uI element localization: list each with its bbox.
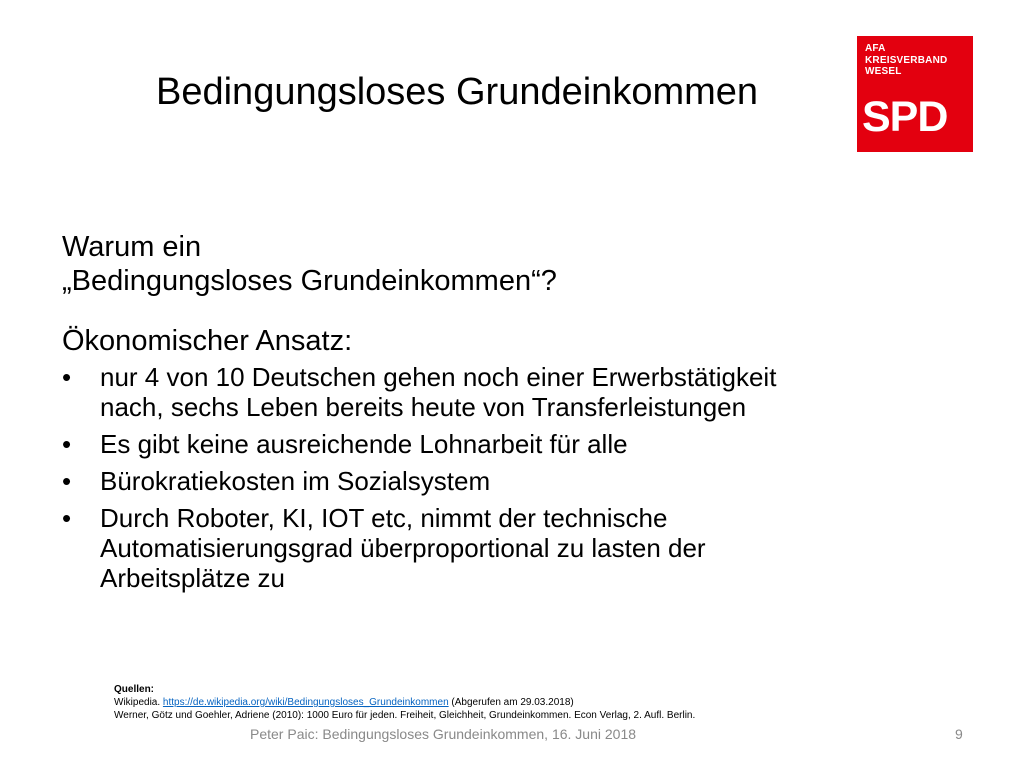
sources-block: [114, 683, 974, 722]
bullet-icon: •: [62, 466, 72, 496]
page-number: 9: [955, 726, 963, 742]
bullet-text-line: Bürokratiekosten im Sozialsystem: [100, 466, 491, 496]
slide-footer: Peter Paic: Bedingungsloses Grundeinkommen, 16. Juni 2018: [250, 726, 637, 742]
sources-heading: Quellen:: [114, 684, 155, 695]
source-wikipedia-prefix: Wikipedia.: [114, 697, 161, 708]
logo-line-kreisverband: KREISVERBAND: [865, 54, 948, 66]
source-wikipedia-suffix: (Abgerufen am 29.03.2018): [451, 697, 574, 708]
bullet-text-line: Durch Roboter, KI, IOT etc, nimmt der technische: [100, 503, 668, 533]
bullet-list: [62, 362, 962, 593]
bullet-icon: •: [62, 503, 72, 533]
logo-brand: SPD: [862, 93, 948, 141]
bullet-item: [62, 503, 962, 593]
question-line-2: „Bedingungsloses Grundeinkommen“?: [62, 265, 557, 297]
bullet-text-line: Automatisierungsgrad überproportional zu lasten der: [100, 533, 706, 563]
bullet-text-line: Es gibt keine ausreichende Lohnarbeit für alle: [100, 429, 628, 459]
spacer: [62, 298, 962, 324]
logo-line-afa: AFA: [865, 43, 886, 54]
source-book: Werner, Götz und Goehler, Adriene (2010): 1000 Euro für jeden. Freiheit, Gleichheit, Grundeinkommen. Econ Verlag, 2. Aufl. Berlin.: [114, 710, 696, 721]
wikipedia-link[interactable]: https://de.wikipedia.org/wiki/Bedingungsloses_Grundeinkommen: [162, 697, 449, 708]
question-line-1: Warum ein: [62, 231, 202, 263]
bullet-text-line: nur 4 von 10 Deutschen gehen noch einer Erwerbstätigkeit: [100, 362, 777, 392]
slide-content: [62, 230, 962, 600]
bullet-text-line: Arbeitsplätze zu: [100, 563, 285, 593]
slide-title: Bedingungsloses Grundeinkommen: [156, 71, 759, 113]
bullet-icon: •: [62, 362, 72, 392]
logo-subtitle: [865, 43, 947, 78]
bullet-text-line: nach, sechs Leben bereits heute von Transferleistungen: [100, 392, 747, 422]
bullet-item: [62, 362, 962, 422]
source-wikipedia: [114, 696, 974, 709]
bullet-item: [62, 466, 962, 496]
logo-line-wesel: WESEL: [865, 66, 902, 77]
bullet-icon: •: [62, 429, 72, 459]
spd-logo: [857, 36, 973, 152]
section-heading: Ökonomischer Ansatz:: [62, 325, 353, 357]
bullet-item: [62, 429, 962, 459]
